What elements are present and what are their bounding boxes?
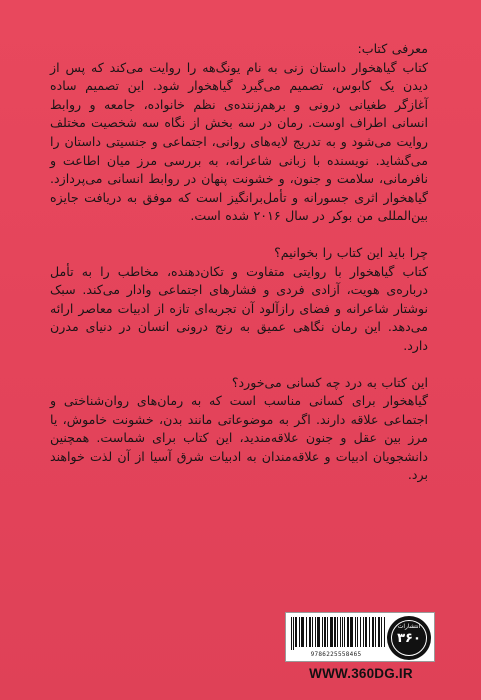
- section-audience: [50, 374, 428, 486]
- barcode-number: 9786225558465: [310, 651, 362, 658]
- section-heading: چرا باید این کتاب را بخوانیم؟: [274, 244, 428, 260]
- publisher-website: WWW.360DG.IR: [309, 666, 413, 681]
- section-heading: معرفی کتاب:: [357, 41, 428, 56]
- section-why-read: [50, 244, 428, 356]
- publisher-logo: [387, 616, 431, 660]
- section-body: کتاب گیاهخوار با روایتی متفاوت و تکان‌دهنده، مخاطب را به تأمل درباره‌ی هویت، آزادی فردی و فشارهای اجتماعی وادار می‌کند. سبک نوشتار شاعرانه و فضای راز‌آلود آن تجربه‌ای تازه از ادبیات معاصر ارائه می‌دهد. این رمان نگاهی عمیق به رنج درونی انسان در دنیای مدرن دارد.: [50, 263, 428, 353]
- section-body: کتاب گیاهخوار داستان زنی به نام یونگ‌هه را روایت می‌کند که پس از دیدن یک کابوس، تصمیم می‌گیرد گیاهخوار شود. این تصمیم ساده آغازگر طغیانی درونی و برهم‌زننده‌ی نظم خانواده، جامعه و روابط انسانی اطراف اوست. رمان در سه بخش از نگاه سه شخصیت مختلف روایت می‌شود و به تدریج لایه‌های روانی، اجتماعی و جنسیتی داستان را می‌گشاید. نویسنده با زبانی شاعرانه، به بررسی مرز میان اطاعت و نافرمانی، سلامت و جنون، و خشونت پنهان در روابط انسانی می‌پردازد. گیاهخوار اثری جسورانه و تأمل‌برانگیز است که موفق به دریافت جایزه بین‌المللی من بوکر در سال ۲۰۱۶ شده است.: [50, 59, 428, 224]
- cover-text: [50, 40, 428, 503]
- section-heading: این کتاب به درد چه کسانی می‌خورد؟: [231, 374, 428, 390]
- barcode-icon: [289, 617, 385, 650]
- section-body: گیاهخوار برای کسانی مناسب است که به رمان‌های روان‌شناختی و اجتماعی علاقه دارند. اگر به موضوعاتی مانند بدن، خشونت خاموش، یا مرز بین عقل و جنون علاقه‌مندید، این کتاب برای شماست. همچنین دانشجویان ادبیات و علاقه‌مندان به ادبیات شرق آسیا از آن لذت خواهند برد.: [50, 393, 428, 483]
- publisher-logo-number: ۳۶۰: [397, 631, 421, 646]
- section-introduction: [50, 40, 428, 226]
- publisher-logo-label: انتشارات: [397, 623, 421, 630]
- barcode-sticker: [285, 612, 435, 662]
